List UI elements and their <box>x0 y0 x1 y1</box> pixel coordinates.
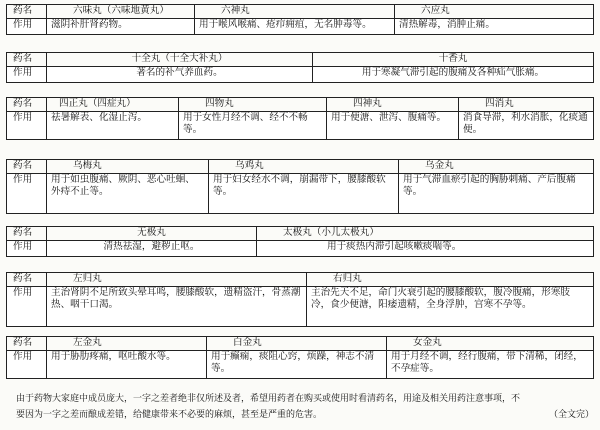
end-marker: （全文完） <box>548 410 594 420</box>
medicine-use: 用于癫痫，痰阻心窍，烦躁，神志不清等。 <box>207 351 387 379</box>
footer-note <box>16 391 594 423</box>
medicine-use: 主治肾阴不足所致头晕耳鸣，腰膝酸软，遗精盗汗，骨蒸潮热、咽干口渴。 <box>47 287 307 327</box>
medicine-name: 太极丸（小儿太极丸） <box>257 227 594 241</box>
label-name: 药名 <box>7 227 47 241</box>
medicine-table-5 <box>6 226 594 257</box>
medicine-name: 右归丸 <box>307 273 594 287</box>
medicine-use: 祛暑解表、化湿止泻。 <box>47 112 179 140</box>
medicine-use: 清热解毒，消肿止痛。 <box>395 19 594 35</box>
medicine-name: 白金丸 <box>207 337 387 351</box>
medicine-name: 女金丸 <box>387 337 594 351</box>
label-use: 作用 <box>7 112 47 140</box>
medicine-use: 用于女性月经不调、经不不畅等。 <box>179 112 327 140</box>
medicine-name: 四消丸 <box>459 98 594 112</box>
label-use: 作用 <box>7 19 47 35</box>
medicine-name: 六应丸 <box>395 5 594 19</box>
medicine-name: 左归丸 <box>47 273 307 287</box>
medicine-name: 乌鸡丸 <box>209 160 399 174</box>
medicine-use: 用于寒凝气滞引起的腹痛及各种疝气胀痛。 <box>313 67 594 83</box>
medicine-use: 用于便溏、泄泻、腹痛等。 <box>327 112 459 140</box>
medicine-table-4 <box>6 159 594 214</box>
label-name: 药名 <box>7 160 47 174</box>
medicine-name: 乌梅丸 <box>47 160 209 174</box>
label-name: 药名 <box>7 53 47 67</box>
medicine-name: 六神丸 <box>195 5 395 19</box>
medicine-name: 乌金丸 <box>399 160 594 174</box>
label-use: 作用 <box>7 351 47 379</box>
medicine-name: 六味丸（六味地黄丸） <box>47 5 195 19</box>
medicine-name: 四神丸 <box>327 98 459 112</box>
medicine-use: 用于痰热内滞引起咳嗽痰喘等。 <box>257 241 594 257</box>
medicine-table-2 <box>6 52 594 83</box>
medicine-table-6 <box>6 272 594 327</box>
footer-line: 由于药物大家庭中成员庞大，一字之差者绝非仅所述及者，希望用药者在购买或使用时看清药名，用途及相关用药注意事项，不 <box>16 394 521 404</box>
medicine-use: 用于胁肋疼痛，呕吐酸水等。 <box>47 351 207 379</box>
medicine-name: 无极丸 <box>47 227 257 241</box>
medicine-use: 用于妇女经水不调，崩漏带下，腰膝酸软等。 <box>209 174 399 214</box>
label-name: 药名 <box>7 98 47 112</box>
label-name: 药名 <box>7 273 47 287</box>
footer-line <box>16 407 594 423</box>
label-use: 作用 <box>7 241 47 257</box>
medicine-use: 消食导滞，利水消胀，化痰通便。 <box>459 112 594 140</box>
medicine-name: 四物丸 <box>179 98 327 112</box>
label-name: 药名 <box>7 5 47 19</box>
medicine-use: 用于气滞血瘀引起的胸胁刺痛、产后腹痛等。 <box>399 174 594 214</box>
label-use: 作用 <box>7 174 47 214</box>
label-use: 作用 <box>7 287 47 327</box>
medicine-name: 四正丸（四症丸） <box>47 98 179 112</box>
medicine-name: 左金丸 <box>47 337 207 351</box>
medicine-use: 用于如虫腹痛、厥阴、恶心吐蛔、外痔不止等。 <box>47 174 209 214</box>
medicine-use: 主治先天不足，命门火衰引起的腰膝酸软，腹冷腹痛，形寒肢冷，食少便溏，阳痿遗精，全身浮肿，宫寒不孕等。 <box>307 287 594 327</box>
label-use: 作用 <box>7 67 47 83</box>
medicine-use: 著名的补气养血药。 <box>47 67 313 83</box>
medicine-table-1 <box>6 4 594 35</box>
medicine-use: 滋阴补肝肾药物。 <box>47 19 195 35</box>
medicine-name: 十全丸（十全大补丸） <box>47 53 313 67</box>
footer-line-text: 要因为一字之差而酿成差错，给健康带来不必要的麻烦，甚至是严重的危害。 <box>16 410 323 420</box>
medicine-table-7 <box>6 336 594 379</box>
medicine-use: 用于喉风喉痛、疮疖痈疽，无名肿毒等。 <box>195 19 395 35</box>
label-name: 药名 <box>7 337 47 351</box>
medicine-use: 清热祛湿，避秽止呕。 <box>47 241 257 257</box>
medicine-use: 用于月经不调，经行腹痛，带下清稀，闭经，不孕症等。 <box>387 351 594 379</box>
medicine-table-3 <box>6 97 594 140</box>
medicine-name: 十香丸 <box>313 53 594 67</box>
